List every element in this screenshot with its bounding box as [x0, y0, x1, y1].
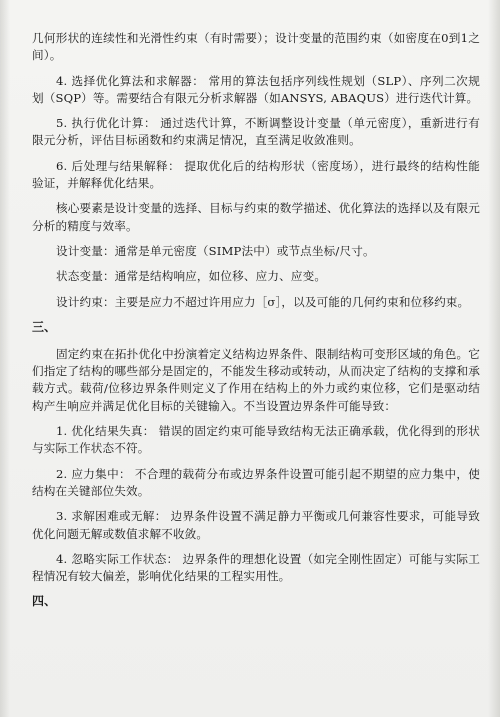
paragraph-step-4: 4. 选择优化算法和求解器： 常用的算法包括序列线性规划（SLP）、序列二次规划（SQP）等。需要结合有限元分析求解器（如ANSYS, ABAQUS）进行迭代计算。 [32, 73, 480, 105]
paragraph-design-constraints: 设计约束：主要是应力不超过许用应力［σ］，以及可能的几何约束和位移约束。 [56, 294, 470, 309]
paragraph-step-6: 6. 后处理与结果解释： 提取优化后的结构形状（密度场），进行最终的结构性能验证，并解释优化结果。 [32, 158, 480, 191]
paragraph-issue-1: 1. 优化结果失真： 错误的固定约束可能导致结构无法正确承载，优化得到的形状与实际工作状态不符。 [32, 424, 480, 456]
paragraph-step-5: 5. 执行优化计算： 通过迭代计算，不断调整设计变量（单元密度），重新进行有限元分析，评估目标函数和约束满足情况，直至满足收敛准则。 [32, 116, 480, 148]
paragraph-design-variables: 设计变量：通常是单元密度（SIMP法中）或节点坐标/尺寸。 [56, 243, 375, 258]
paragraph-issue-4: 4. 忽略实际工作状态： 边界条件的理想化设置（如完全刚性固定）可能与实际工程情况有较大偏差，影响优化结果的工程实用性。 [32, 551, 480, 584]
paragraph-constraints-cont: 几何形状的连续性和光滑性约束（有时需要）；设计变量的范围约束（如密度在0到1之间）。 [32, 31, 480, 63]
paragraph-core-elements: 核心要素是设计变量的选择、目标与约束的数学描述、优化算法的选择以及有限元分析的精度与效率。 [32, 201, 480, 233]
paragraph-issue-2: 2. 应力集中： 不合理的载荷分布或边界条件设置可能引起不期望的应力集中，使结构在关键部位失效。 [32, 466, 480, 498]
paragraph-fixed-constraints: 固定约束在拓扑优化中扮演着定义结构边界条件、限制结构可变形区域的角色。它们指定了结构的哪些部分是固定的，不能发生移动或转动，从而决定了结构的支撑和承载方式。载荷/位移边界条件则定义了作用在结构上的外力或约束位移，它们是驱动结构产生响应并满足优化目标的关键输入。不当设置边界条件可能导致： [32, 346, 480, 413]
paragraph-state-variables: 状态变量：通常是结构响应，如位移、应力、应变。 [56, 269, 327, 284]
section-heading-3: 三、 [32, 319, 57, 334]
section-heading-4: 四、 [32, 594, 57, 609]
paragraph-issue-3: 3. 求解困难或无解： 边界条件设置不满足静力平衡或几何兼容性要求，可能导致优化问题无解或数值求解不收敛。 [32, 509, 480, 541]
